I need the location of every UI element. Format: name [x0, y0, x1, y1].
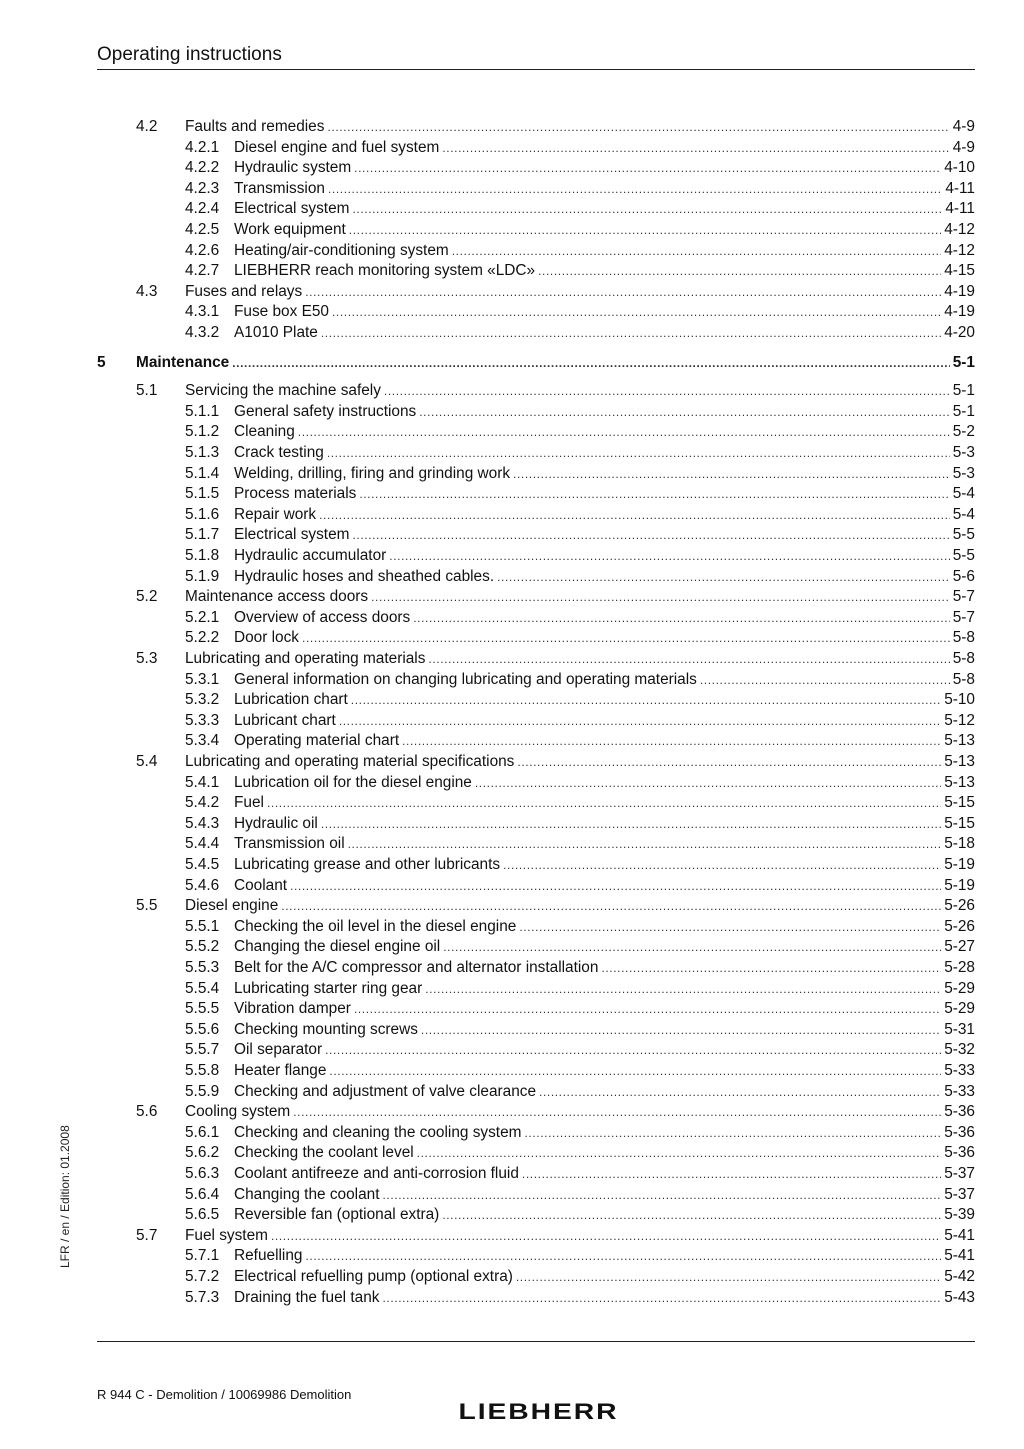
toc-title: Electrical refuelling pump (optional extra): [234, 1268, 513, 1285]
toc-subsection-row[interactable]: [185, 180, 975, 201]
toc-leader-dots: [271, 1229, 941, 1243]
toc-section-row[interactable]: [136, 650, 975, 671]
toc-page-number: 5-42: [944, 1268, 975, 1285]
toc-leader-dots: [402, 734, 941, 748]
toc-leader-dots: [428, 652, 949, 666]
toc-leader-dots: [522, 1167, 941, 1181]
toc-title: Hydraulic accumulator: [234, 547, 387, 564]
toc-leader-dots: [389, 549, 949, 563]
toc-leader-dots: [442, 141, 949, 155]
header-rule: [97, 69, 975, 70]
toc-number: 5.6.2: [185, 1144, 220, 1162]
toc-subsection-row[interactable]: [185, 303, 975, 324]
toc-title: Door lock: [234, 629, 300, 647]
toc-page-number: 5-36: [944, 1123, 975, 1141]
toc-title: Checking mounting screws: [234, 1020, 418, 1038]
toc-leader-dots: [413, 611, 950, 625]
toc-number: 5.5.2: [185, 938, 220, 956]
toc-number: 4.2.2: [185, 159, 220, 177]
toc-page-number: 5-8: [952, 670, 975, 688]
toc-page-number: 5-31: [944, 1020, 975, 1038]
toc-section-row[interactable]: [136, 1227, 975, 1248]
toc-title: Coolant antifreeze and anti-corrosion fluid: [234, 1165, 519, 1182]
toc-leader-dots: [305, 285, 941, 299]
toc-page-number: 5-37: [944, 1165, 975, 1182]
toc-leader-dots: [329, 1064, 941, 1078]
toc-title: Checking and cleaning the cooling system: [234, 1123, 522, 1141]
toc-subsection-row[interactable]: [185, 1165, 975, 1186]
toc-number: 5.3.1: [185, 670, 220, 688]
toc-title: Lubricant chart: [234, 711, 336, 729]
toc-title: Fuse box E50: [234, 303, 329, 321]
toc-page-number: 5-3: [952, 444, 975, 461]
toc-number: 5.5.6: [185, 1020, 220, 1038]
toc-subsection-row[interactable]: [185, 629, 975, 650]
toc-page-number: 5-32: [944, 1041, 975, 1059]
toc-page-number: 5-29: [944, 979, 975, 997]
toc-title: Fuel system: [185, 1226, 268, 1244]
toc-title: Changing the coolant: [234, 1185, 380, 1203]
toc-subsection-row[interactable]: [185, 403, 975, 424]
toc-subsection-row[interactable]: [185, 547, 975, 568]
toc-page-number: 5-5: [952, 526, 975, 544]
toc-title: Electrical system: [234, 200, 350, 218]
toc-title: Hydraulic hoses and sheathed cables.: [234, 567, 495, 585]
toc-subsection-row[interactable]: [185, 568, 975, 589]
toc-number: 5.5.8: [185, 1062, 220, 1079]
toc-page-number: 4-9: [952, 118, 975, 135]
toc-page-number: 5-13: [944, 732, 975, 750]
toc-title: General information on changing lubricating and operating materials: [234, 670, 697, 688]
toc-number: 5.5.9: [185, 1082, 220, 1100]
toc-page-number: 4-12: [944, 221, 975, 238]
toc-number: 4.2.1: [185, 138, 220, 156]
toc-chapter-row[interactable]: [97, 354, 975, 375]
toc-subsection-row[interactable]: [185, 506, 975, 527]
toc-title: Diesel engine: [185, 897, 279, 915]
toc-number: 5.1.3: [185, 444, 220, 461]
toc-page-number: 5-37: [944, 1185, 975, 1203]
toc-title: Heater flange: [234, 1062, 327, 1079]
toc-title: Crack testing: [234, 444, 324, 461]
toc-subsection-row[interactable]: [185, 712, 975, 733]
toc-subsection-row[interactable]: [185, 918, 975, 939]
toc-leader-dots: [232, 356, 950, 370]
toc-subsection-row[interactable]: [185, 200, 975, 221]
toc-subsection-row[interactable]: [185, 1021, 975, 1042]
toc-subsection-row[interactable]: [185, 877, 975, 898]
toc-title: Vibration damper: [234, 1000, 351, 1018]
toc-page-number: 5-4: [952, 485, 975, 503]
toc-number: 5.6.4: [185, 1185, 220, 1203]
toc-subsection-row[interactable]: [185, 242, 975, 263]
toc-page-number: 5-8: [952, 629, 975, 647]
toc-title: Fuses and relays: [185, 282, 303, 300]
toc-title: A1010 Plate: [234, 324, 318, 341]
toc-number: 5.1.4: [185, 464, 220, 482]
toc-subsection-row[interactable]: [185, 1062, 975, 1083]
toc-subsection-row[interactable]: [185, 980, 975, 1001]
toc-section-row[interactable]: [136, 118, 975, 139]
footer-rule: [97, 1341, 975, 1342]
toc-subsection-row[interactable]: [185, 938, 975, 959]
toc-page-number: 5-2: [952, 423, 975, 441]
toc-subsection-row[interactable]: [185, 1041, 975, 1062]
toc-subsection-row[interactable]: [185, 1000, 975, 1021]
toc-subsection-row[interactable]: [185, 835, 975, 856]
toc-title: Belt for the A/C compressor and alternator installation: [234, 959, 599, 976]
toc-number: 5.1: [136, 382, 158, 400]
toc-title: Work equipment: [234, 221, 346, 238]
toc-page-number: 5-19: [944, 856, 975, 873]
toc-number: 4.3: [136, 282, 158, 300]
toc-title: Repair work: [234, 505, 317, 523]
toc-leader-dots: [290, 879, 941, 893]
toc-leader-dots: [538, 264, 941, 278]
toc-page-number: 4-12: [944, 241, 975, 259]
toc-number: 5.2: [136, 588, 158, 606]
toc-leader-dots: [517, 755, 941, 769]
toc-number: 5.7.1: [185, 1247, 220, 1265]
toc-title: Changing the diesel engine oil: [234, 938, 441, 956]
toc-title: Hydraulic oil: [234, 814, 318, 832]
toc-subsection-row[interactable]: [185, 1289, 975, 1310]
toc-number: 5.4.6: [185, 876, 220, 894]
toc-number: 5.4.1: [185, 773, 220, 791]
toc-leader-dots: [332, 305, 941, 319]
toc-subsection-row[interactable]: [185, 774, 975, 795]
toc-number: 4.2.6: [185, 241, 220, 259]
toc-number: 4.3.2: [185, 324, 220, 341]
toc-title: Welding, drilling, firing and grinding work: [234, 464, 511, 482]
toc-page-number: 5-43: [944, 1288, 975, 1306]
toc-subsection-row[interactable]: [185, 1186, 975, 1207]
toc-title: Transmission: [234, 179, 325, 197]
page-header-title: Operating instructions: [97, 44, 282, 65]
toc-title: Reversible fan (optional extra): [234, 1206, 440, 1224]
toc-leader-dots: [601, 961, 941, 975]
toc-number: 5.1.9: [185, 567, 220, 585]
toc-page-number: 5-26: [944, 897, 975, 915]
toc-page-number: 5-4: [952, 505, 975, 523]
toc-subsection-row[interactable]: [185, 671, 975, 692]
toc-page-number: 5-15: [944, 814, 975, 832]
toc-subsection-row[interactable]: [185, 423, 975, 444]
toc-page-number: 5-39: [944, 1206, 975, 1224]
toc-number: 4.2.3: [185, 179, 220, 197]
liebherr-logo: [457, 1400, 620, 1422]
toc-leader-dots: [503, 858, 941, 872]
toc-leader-dots: [417, 1146, 942, 1160]
toc-page-number: 4-15: [944, 262, 975, 280]
toc-number: 5.6.3: [185, 1165, 220, 1182]
toc-title: Heating/air-conditioning system: [234, 241, 449, 259]
toc-page-number: 5-13: [944, 753, 975, 770]
toc-leader-dots: [425, 982, 941, 996]
toc-subsection-row[interactable]: [185, 1247, 975, 1268]
toc-page-number: 5-18: [944, 835, 975, 853]
toc-leader-dots: [475, 776, 941, 790]
toc-page-number: 5-10: [944, 691, 975, 709]
toc-page-number: 5-7: [952, 608, 975, 626]
toc-subsection-row[interactable]: [185, 856, 975, 877]
toc-title: Refuelling: [234, 1247, 303, 1265]
toc-number: 5.1.7: [185, 526, 220, 544]
toc-title: Checking the coolant level: [234, 1144, 414, 1162]
toc-leader-dots: [371, 590, 950, 604]
toc-leader-dots: [354, 1002, 941, 1016]
toc-leader-dots: [354, 161, 941, 175]
toc-title: Lubricating and operating material specifications: [185, 753, 515, 770]
toc-title: Process materials: [234, 485, 357, 503]
toc-number: 5.1.1: [185, 402, 220, 420]
toc-number: 5.4: [136, 753, 158, 770]
toc-title: Servicing the machine safely: [185, 382, 381, 400]
toc-subsection-row[interactable]: [185, 1144, 975, 1165]
toc-number: 4.3.1: [185, 303, 220, 321]
toc-number: 5.5: [136, 897, 158, 915]
toc-number: 5.5.1: [185, 917, 220, 935]
toc-subsection-row[interactable]: [185, 732, 975, 753]
toc-number: 5.1.2: [185, 423, 220, 441]
toc-title: Maintenance access doors: [185, 588, 369, 606]
toc-leader-dots: [327, 446, 950, 460]
toc-leader-dots: [700, 673, 950, 687]
toc-page-number: 5-41: [944, 1226, 975, 1244]
toc-page-number: 4-19: [944, 303, 975, 321]
toc-page-number: 4-11: [945, 179, 975, 197]
toc-number: 5.4.3: [185, 814, 220, 832]
toc-title: Lubrication oil for the diesel engine: [234, 773, 472, 791]
toc-page-number: 5-1: [952, 402, 975, 420]
toc-title: Transmission oil: [234, 835, 345, 853]
toc-number: 5.3.2: [185, 691, 220, 709]
toc-page-number: 5-15: [944, 794, 975, 812]
toc-title: Maintenance: [136, 353, 230, 371]
toc-page-number: 5-26: [944, 917, 975, 935]
toc-number: 5.2.2: [185, 629, 220, 647]
footer-doc-reference: R 944 C - Demolition / 10069986 Demolition: [97, 1387, 352, 1402]
toc-number: 5.7.2: [185, 1268, 220, 1285]
toc-number: 5.5.4: [185, 979, 220, 997]
toc-title: Checking and adjustment of valve clearance: [234, 1082, 537, 1100]
toc-subsection-row[interactable]: [185, 1124, 975, 1145]
toc-section-row[interactable]: [136, 897, 975, 918]
toc-number: 4.2.7: [185, 262, 220, 280]
toc-page-number: 5-33: [944, 1062, 975, 1079]
toc-leader-dots: [497, 570, 950, 584]
toc-leader-dots: [293, 1105, 941, 1119]
toc-number: 5.3.4: [185, 732, 220, 750]
toc-leader-dots: [305, 1249, 941, 1263]
toc-number: 5.6.5: [185, 1206, 220, 1224]
toc-leader-dots: [442, 1208, 941, 1222]
toc-subsection-row[interactable]: [185, 691, 975, 712]
toc-leader-dots: [443, 940, 941, 954]
toc-leader-dots: [352, 528, 949, 542]
toc-page-number: 4-10: [944, 159, 975, 177]
toc-page-number: 5-13: [944, 773, 975, 791]
toc-page-number: 5-33: [944, 1082, 975, 1100]
toc-leader-dots: [519, 920, 941, 934]
toc-page-number: 5-6: [952, 567, 975, 585]
toc-subsection-row[interactable]: [185, 1206, 975, 1227]
toc-leader-dots: [302, 631, 950, 645]
toc-section-row[interactable]: [136, 283, 975, 304]
toc-page-number: 4-11: [945, 200, 975, 218]
toc-section-row[interactable]: [136, 753, 975, 774]
toc-title: Hydraulic system: [234, 159, 352, 177]
toc-subsection-row[interactable]: [185, 609, 975, 630]
toc-subsection-row[interactable]: [185, 262, 975, 283]
toc-number: 5.1.6: [185, 505, 220, 523]
edition-note: LFR / en / Edition: 01.2008: [58, 1125, 72, 1268]
toc-page-number: 4-19: [944, 282, 975, 300]
toc-leader-dots: [327, 120, 949, 134]
toc-page-number: 5-1: [952, 382, 975, 400]
toc-page-number: 5-36: [944, 1103, 975, 1121]
toc-title: Lubricating and operating materials: [185, 650, 426, 667]
toc-subsection-row[interactable]: [185, 485, 975, 506]
toc-title: Lubrication chart: [234, 691, 348, 709]
toc-leader-dots: [359, 487, 949, 501]
toc-number: 5.4.4: [185, 835, 220, 853]
toc-page-number: 5-19: [944, 876, 975, 894]
toc-leader-dots: [539, 1085, 941, 1099]
toc-title: Fuel: [234, 794, 264, 812]
toc-title: Electrical system: [234, 526, 350, 544]
toc-leader-dots: [325, 1043, 941, 1057]
toc-title: Operating material chart: [234, 732, 400, 750]
toc-leader-dots: [421, 1023, 941, 1037]
toc-leader-dots: [516, 1270, 941, 1284]
toc-page-number: 5-29: [944, 1000, 975, 1018]
toc-section-row[interactable]: [136, 588, 975, 609]
toc-title: Cleaning: [234, 423, 295, 441]
toc-leader-dots: [281, 899, 941, 913]
toc-number: 5.6.1: [185, 1123, 220, 1141]
toc-number: 5.2.1: [185, 608, 220, 626]
toc-leader-dots: [298, 425, 950, 439]
toc-number: 5.3: [136, 650, 158, 667]
toc-leader-dots: [452, 244, 941, 258]
toc-title: Lubricating starter ring gear: [234, 979, 423, 997]
toc-subsection-row[interactable]: [185, 159, 975, 180]
toc-title: Cooling system: [185, 1103, 291, 1121]
toc-page-number: 4-20: [944, 324, 975, 341]
toc-subsection-row[interactable]: [185, 526, 975, 547]
toc-page-number: 5-3: [952, 464, 975, 482]
toc-page-number: 5-1: [952, 353, 975, 371]
toc-leader-dots: [348, 837, 942, 851]
toc-subsection-row[interactable]: [185, 324, 975, 345]
liebherr-logo-text: LIEBHERR: [458, 1400, 619, 1422]
toc-leader-dots: [321, 817, 941, 831]
toc-section-row[interactable]: [136, 1103, 975, 1124]
toc-leader-dots: [349, 223, 941, 237]
toc-title: Diesel engine and fuel system: [234, 138, 440, 156]
toc-subsection-row[interactable]: [185, 221, 975, 242]
toc-number: 5.6: [136, 1103, 158, 1121]
toc-page-number: 5-7: [952, 588, 975, 606]
toc-subsection-row[interactable]: [185, 139, 975, 160]
toc-number: 4.2.5: [185, 221, 220, 238]
toc-number: 5: [97, 353, 106, 371]
toc-section-row[interactable]: [136, 382, 975, 403]
toc-leader-dots: [351, 693, 941, 707]
toc-leader-dots: [319, 508, 950, 522]
toc-subsection-row[interactable]: [185, 1268, 975, 1289]
toc-subsection-row[interactable]: [185, 815, 975, 836]
toc-page-number: 4-9: [952, 138, 975, 156]
toc-number: 5.4.2: [185, 794, 220, 812]
toc-title: Oil separator: [234, 1041, 323, 1059]
toc-leader-dots: [419, 405, 950, 419]
toc-subsection-row[interactable]: [185, 444, 975, 465]
toc-subsection-row[interactable]: [185, 959, 975, 980]
toc-title: Coolant: [234, 876, 288, 894]
toc-number: 4.2.4: [185, 200, 220, 218]
toc-page-number: 5-5: [952, 547, 975, 564]
toc-leader-dots: [382, 1188, 941, 1202]
toc-title: Faults and remedies: [185, 118, 325, 135]
toc-page-number: 5-27: [944, 938, 975, 956]
toc-page-number: 5-8: [952, 650, 975, 667]
toc-subsection-row[interactable]: [185, 1083, 975, 1104]
toc-number: 5.5.5: [185, 1000, 220, 1018]
toc-number: 5.4.5: [185, 856, 220, 873]
toc-leader-dots: [339, 714, 941, 728]
toc-leader-dots: [524, 1126, 941, 1140]
toc-subsection-row[interactable]: [185, 465, 975, 486]
toc-title: Lubricating grease and other lubricants: [234, 856, 501, 873]
toc-page-number: 5-41: [944, 1247, 975, 1265]
toc-title: General safety instructions: [234, 402, 417, 420]
toc-title: Overview of access doors: [234, 608, 411, 626]
toc-leader-dots: [321, 326, 941, 340]
toc-title: Checking the oil level in the diesel engine: [234, 917, 517, 935]
toc-number: 5.7.3: [185, 1288, 220, 1306]
toc-title: Draining the fuel tank: [234, 1288, 380, 1306]
toc-leader-dots: [267, 796, 941, 810]
toc-page-number: 5-36: [944, 1144, 975, 1162]
toc-number: 5.1.5: [185, 485, 220, 503]
toc-title: LIEBHERR reach monitoring system «LDC»: [234, 262, 536, 280]
toc-number: 4.2: [136, 118, 158, 135]
toc-page-number: 5-28: [944, 959, 975, 976]
toc-leader-dots: [382, 1291, 941, 1305]
toc-number: 5.5.3: [185, 959, 220, 976]
toc-leader-dots: [513, 467, 950, 481]
toc-number: 5.1.8: [185, 547, 220, 564]
toc-number: 5.7: [136, 1226, 158, 1244]
toc-page-number: 5-12: [944, 711, 975, 729]
toc-leader-dots: [328, 182, 942, 196]
toc-number: 5.5.7: [185, 1041, 220, 1059]
toc-subsection-row[interactable]: [185, 794, 975, 815]
toc-number: 5.3.3: [185, 711, 220, 729]
toc-leader-dots: [352, 202, 942, 216]
toc-leader-dots: [384, 384, 950, 398]
